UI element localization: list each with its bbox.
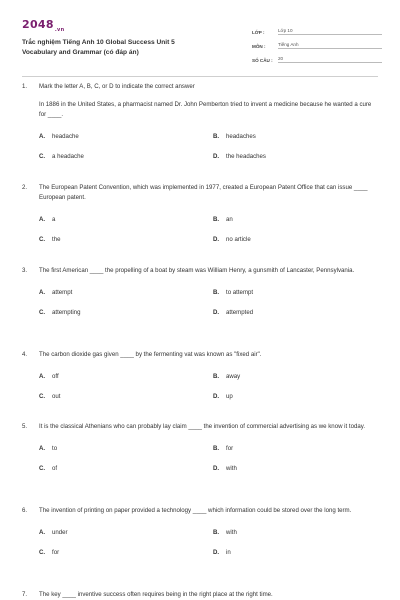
- option-a[interactable]: [39, 215, 55, 225]
- option-d[interactable]: [213, 392, 233, 402]
- answer-options: [39, 203, 378, 245]
- option-text: a: [52, 216, 56, 223]
- option-b[interactable]: [213, 132, 256, 142]
- worksheet-title: [22, 38, 237, 58]
- title-line-2: Vocabulary and Grammar (có đáp án): [22, 49, 139, 56]
- option-text: under: [52, 529, 68, 536]
- option-c[interactable]: [39, 152, 84, 162]
- option-text: out: [52, 393, 61, 400]
- option-text: in: [226, 549, 231, 556]
- option-text: the headaches: [226, 153, 266, 160]
- option-text: to attempt: [226, 289, 254, 296]
- question-number: 1.: [22, 83, 28, 90]
- question-5: [22, 422, 378, 474]
- option-d[interactable]: [213, 308, 253, 318]
- option-letter: D.: [213, 153, 220, 160]
- option-text: off: [52, 373, 59, 380]
- option-letter: A.: [39, 445, 46, 452]
- option-text: attempt: [52, 289, 73, 296]
- option-c[interactable]: [39, 464, 57, 474]
- question-stem: The invention of printing on paper provided a technology ____ which information could be stored over the long term.: [39, 507, 352, 514]
- site-logo[interactable]: [22, 18, 64, 33]
- option-letter: A.: [39, 529, 46, 536]
- option-letter: B.: [213, 289, 220, 296]
- option-letter: C.: [39, 153, 46, 160]
- question-stem: The carbon dioxide gas given ____ by the fermenting vat was known as "fixed air".: [39, 351, 262, 358]
- option-text: attempting: [52, 309, 81, 316]
- logo-text: 2048: [22, 18, 54, 31]
- option-letter: B.: [213, 216, 220, 223]
- header-divider: [22, 76, 378, 77]
- answer-options: [39, 120, 378, 162]
- option-text: a headache: [52, 153, 84, 160]
- option-letter: C.: [39, 236, 46, 243]
- option-letter: D.: [213, 309, 220, 316]
- option-letter: B.: [213, 133, 220, 140]
- option-letter: D.: [213, 465, 220, 472]
- logo-suffix: .vn: [54, 27, 65, 34]
- option-text: to: [52, 445, 58, 452]
- option-letter: C.: [39, 465, 46, 472]
- option-text: away: [226, 373, 241, 380]
- question-stem: Mark the letter A, B, C, or D to indicate the correct answer: [39, 83, 195, 90]
- meta-row-subject: [252, 38, 382, 49]
- option-letter: D.: [213, 236, 220, 243]
- question-number: 2.: [22, 184, 28, 191]
- option-text: headache: [52, 133, 79, 140]
- meta-label: MÔN :: [252, 44, 266, 49]
- option-letter: A.: [39, 133, 46, 140]
- meta-value: Lớp 10: [278, 28, 382, 35]
- question-3: [22, 266, 378, 318]
- option-a[interactable]: [39, 528, 68, 538]
- option-c[interactable]: [39, 235, 60, 245]
- option-d[interactable]: [213, 464, 237, 474]
- option-text: no article: [226, 236, 251, 243]
- option-a[interactable]: [39, 288, 72, 298]
- option-letter: B.: [213, 445, 220, 452]
- option-text: for: [226, 445, 234, 452]
- answer-options: [39, 276, 378, 318]
- meta-row-class: [252, 24, 382, 35]
- question-stem: It is the classical Athenians who can probably lay claim ____ the invention of commercial advertising as we know it today.: [39, 423, 366, 430]
- meta-value: Tiếng Anh: [278, 42, 382, 49]
- option-b[interactable]: [213, 215, 233, 225]
- option-letter: A.: [39, 216, 46, 223]
- worksheet-meta: [252, 24, 382, 66]
- meta-row-count: [252, 52, 382, 63]
- worksheet-page: [12, 8, 388, 600]
- option-letter: B.: [213, 373, 220, 380]
- question-stem: The European Patent Convention, which was implemented in 1977, created a European Patent Office that can issue ____ European patent.: [39, 184, 368, 201]
- question-2: [22, 183, 378, 245]
- question-number: 5.: [22, 423, 28, 430]
- option-text: headaches: [226, 133, 256, 140]
- option-text: an: [226, 216, 233, 223]
- option-text: with: [226, 529, 237, 536]
- question-number: 7.: [22, 591, 28, 598]
- question-number: 3.: [22, 267, 28, 274]
- question-1: [22, 82, 378, 162]
- option-letter: C.: [39, 549, 46, 556]
- option-text: of: [52, 465, 58, 472]
- option-c[interactable]: [39, 548, 59, 558]
- option-letter: C.: [39, 309, 46, 316]
- meta-value: 20: [278, 56, 382, 63]
- meta-label: SỐ CÂU :: [252, 58, 273, 63]
- option-b[interactable]: [213, 528, 237, 538]
- question-stem: The first American ____ the propelling of a boat by steam was William Henry, a gunsmith of Lancaster, Pennsylvania.: [39, 267, 355, 274]
- answer-options: [39, 432, 378, 474]
- option-text: attempted: [226, 309, 254, 316]
- option-a[interactable]: [39, 132, 79, 142]
- meta-label: LỚP :: [252, 30, 265, 35]
- option-b[interactable]: [213, 288, 253, 298]
- question-number: 4.: [22, 351, 28, 358]
- option-text: the: [52, 236, 61, 243]
- answer-options: [39, 516, 378, 558]
- question-number: 6.: [22, 507, 28, 514]
- title-line-1: Trắc nghiệm Tiếng Anh 10 Global Success Unit 5: [22, 39, 175, 46]
- option-text: for: [52, 549, 60, 556]
- option-b[interactable]: [213, 372, 240, 382]
- option-a[interactable]: [39, 444, 57, 454]
- answer-options: [39, 360, 378, 402]
- option-d[interactable]: [213, 152, 266, 162]
- option-text: with: [226, 465, 237, 472]
- question-7: [22, 590, 378, 600]
- option-d[interactable]: [213, 548, 231, 558]
- option-a[interactable]: [39, 372, 59, 382]
- question-6: [22, 506, 378, 558]
- option-letter: D.: [213, 549, 220, 556]
- option-letter: D.: [213, 393, 220, 400]
- option-text: up: [226, 393, 233, 400]
- option-c[interactable]: [39, 308, 80, 318]
- question-stem: The key ____ inventive success often requires being in the right place at the right time.: [39, 591, 273, 598]
- option-c[interactable]: [39, 392, 60, 402]
- option-b[interactable]: [213, 444, 233, 454]
- option-letter: B.: [213, 529, 220, 536]
- question-passage: In 1886 in the United States, a pharmacist named Dr. John Pemberton tried to invent a medicine because he wanted a cure for ____.: [39, 101, 372, 118]
- option-letter: A.: [39, 373, 46, 380]
- option-letter: A.: [39, 289, 46, 296]
- option-d[interactable]: [213, 235, 251, 245]
- question-4: [22, 350, 378, 402]
- option-letter: C.: [39, 393, 46, 400]
